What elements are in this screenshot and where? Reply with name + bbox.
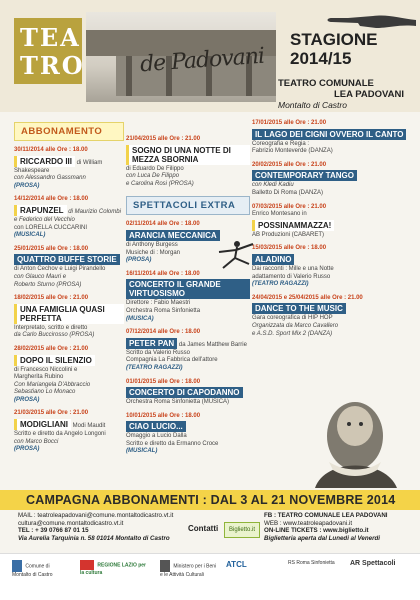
column-abbonamento: [14, 114, 124, 460]
event-title: QUATTRO BUFFE STORIE: [14, 254, 120, 265]
event-line: Interpretato, scritto e diretto: [14, 324, 88, 331]
event-title: PETER PAN: [126, 338, 177, 349]
sponsor-name: REGIONE LAZIO per la cultura: [80, 562, 147, 576]
event-line: e Federico del Vecchio: [14, 216, 75, 223]
event-line: Fabrizio Monteverde (DANZA): [252, 148, 333, 155]
event-title: ARANCIA MECCANICA: [126, 230, 220, 241]
section-extra: SPETTACOLI EXTRA: [126, 196, 250, 215]
event-title: IL LAGO DEI CIGNI OVVERO IL CANTO: [252, 129, 406, 140]
shakespeare-portrait: [285, 396, 411, 488]
event-line: con Glauco Mauri e: [14, 273, 67, 280]
event-title: UNA FAMIGLIA QUASI PERFETTA: [14, 304, 124, 324]
logo-line1: TEA: [20, 23, 81, 52]
event-date: 02/11/2014 alle Ore : 18.00: [126, 221, 200, 228]
event-title: RAPUNZEL: [14, 205, 67, 216]
season-title: [290, 30, 410, 68]
event-line: Gara coreografica di HIP HOP: [252, 315, 333, 322]
event-date: 10/01/2015 alle Ore : 18.00: [126, 412, 201, 419]
event-line: Balletto Di Roma (DANZA): [252, 189, 324, 196]
mail-text-2: cultura@comune.montaltodicastro.vt.it: [18, 519, 124, 527]
event-subtitle: Modi Maudit: [72, 423, 106, 430]
event-date: 16/11/2014 alle Ore : 18.00: [126, 270, 200, 277]
event-card: [126, 413, 250, 456]
event-line: Direttore : Fabio Maestri: [126, 300, 191, 307]
event-line: Organizzata da Marco Cavallero: [252, 322, 339, 329]
event-date: 07/12/2014 alle Ore : 18.00: [126, 329, 201, 336]
online-tickets-text: ON-LINE TICKETS : www.biglietto.it: [264, 527, 369, 534]
event-title: CIAO LUCIO...: [126, 421, 186, 432]
sponsors-bar: [0, 553, 420, 600]
event-genre: (MUSICAL): [126, 448, 158, 455]
event-card: [252, 204, 410, 240]
event-card: [252, 245, 410, 288]
facebook-text: FB : TEATRO COMUNALE LEA PADOVANI: [264, 512, 388, 519]
sponsor-roma-sinfonietta: [288, 560, 338, 566]
regione-lazio-icon: [80, 560, 94, 570]
event-card: [126, 329, 250, 372]
season-label: STAGIONE: [290, 30, 378, 49]
sponsor-atcl: [226, 560, 276, 569]
sponsor-name: Ministero per i Beni e le Attività Culturali: [160, 563, 217, 578]
event-line: di Francesco Niccolini e: [14, 366, 78, 373]
event-date: 21/04/2015 alle Ore : 21.00: [126, 136, 201, 142]
event-line: AB Produzioni (CABARET): [252, 231, 325, 238]
event-line: con LORELLA CUCCARINI: [14, 224, 88, 231]
contacts-right: [264, 512, 416, 542]
event-card: [252, 295, 410, 338]
event-title: DOPO IL SILENZIO: [14, 355, 95, 366]
event-line: Orchestra Roma Sinfonietta: [126, 307, 201, 314]
theatre-info: [278, 78, 414, 111]
event-line: e A.S.D. Sport Mix 2 (DANZA): [252, 330, 333, 337]
event-line: Scritto e diretto da Angelo Longoni: [14, 431, 106, 438]
contatti-label: Contatti: [188, 524, 219, 533]
web-text: WEB : www.teatroleapadovani.it: [264, 519, 353, 527]
event-date: 21/03/2015 alle Ore : 21.00: [14, 410, 89, 417]
sponsor-regione: [80, 560, 150, 576]
event-title: DANCE TO THE MUSIC: [252, 303, 346, 314]
event-line: con Marco Bocci: [14, 438, 59, 445]
teatro-logo: [14, 18, 85, 84]
event-author: di Maurizio Colombi: [68, 208, 121, 215]
event-genre: (MUSICAL): [14, 232, 46, 239]
phone-text: TEL : + 39 0766 87 01 15: [18, 527, 89, 534]
event-line: Musiche di : Morgan: [126, 249, 181, 256]
event-line: Coreografia e Regia :: [252, 140, 310, 147]
event-line: di Eduardo De Filippo: [126, 165, 184, 172]
biglietto-logo: Biglietto.it: [224, 522, 260, 538]
sponsor-name: Comune di Montalto di Castro: [12, 563, 53, 578]
event-line: di Anton Cechov e Luigi Pirandello: [14, 266, 106, 273]
event-date: 15/03/2015 alle Ore : 18.00: [252, 245, 327, 252]
event-date: 24/04/2015 e 25/04/2015 alle Ore : 21.00: [252, 294, 363, 301]
event-line: Compagnia La Fabbrica dell'attore: [126, 357, 218, 364]
event-line: da Carlo Buccirosso (PROSA): [14, 332, 95, 339]
event-line: adattamento di Valerio Russo: [252, 273, 331, 280]
event-line: e Carolina Rosi (PROSA): [126, 180, 194, 187]
event-title: CONCERTO IL GRANDE VIRTUOSISMO: [126, 279, 250, 299]
section-abbonamento: ABBONAMENTO: [14, 122, 124, 141]
event-title: POSSINAMMAZZA!: [252, 220, 334, 231]
mail-text: MAIL : teatroleapadovani@comune.montaltodicastro.vt.it: [18, 512, 174, 519]
campaign-banner: [0, 490, 420, 510]
dancer-icon: [215, 238, 255, 272]
event-date: 25/01/2015 alle Ore : 18.00: [14, 245, 89, 252]
sponsor-name: RS Roma Sinfonietta: [288, 560, 335, 566]
event-line: Sebastiano Lo Monaco: [14, 389, 76, 396]
ministero-icon: [160, 560, 170, 572]
event-title: CONTEMPORARY TANGO: [252, 170, 357, 181]
signature-logo: de Padovani: [139, 43, 265, 78]
event-author: di William Shakespeare: [14, 159, 103, 174]
event-card: [126, 379, 250, 407]
event-date: 01/01/2015 alle Ore : 18.00: [126, 378, 201, 385]
event-card: [14, 196, 124, 239]
event-title: SOGNO DI UNA NOTTE DI MEZZA SBORNIA: [126, 145, 250, 165]
event-genre: (TEATRO RAGAZZI): [252, 281, 309, 288]
event-genre: (TEATRO RAGAZZI): [126, 364, 183, 371]
event-card: [252, 162, 410, 198]
season-years: 2014/15: [290, 49, 352, 68]
theatre-name-2: LEA PADOVANI: [333, 89, 404, 100]
event-line: con Kledi Kadiu: [252, 182, 294, 189]
campaign-text: CAMPAGNA ABBONAMENTI : DAL 3 AL 21 NOVEMBRE 2014: [26, 493, 396, 507]
event-title: CONCERTO DI CAPODANNO: [126, 387, 243, 398]
event-line: Dai racconti : Mille e una Notte: [252, 265, 334, 272]
event-card: [14, 246, 124, 289]
event-line: Scritto da Valerio Russo: [126, 349, 190, 356]
event-line: di Anthony Burgess: [126, 241, 178, 248]
event-line: Omaggio a Lucio Dalla: [126, 433, 187, 440]
event-line: con Alessandro Gassmann: [14, 175, 86, 182]
event-date: 18/02/2015 alle Ore : 21.00: [14, 295, 89, 302]
event-card: [126, 136, 250, 188]
event-title: RICCARDO III: [14, 156, 75, 167]
theatre-name: TEATRO COMUNALE: [278, 78, 374, 89]
event-date: 17/01/2015 alle Ore : 21.00: [252, 120, 327, 126]
event-card: [14, 147, 124, 190]
sponsor-name: ATCL: [226, 560, 247, 569]
column-right: [252, 114, 410, 344]
event-genre: (PROSA): [126, 257, 152, 264]
event-date: 07/03/2015 alle Ore : 21.00: [252, 203, 327, 210]
event-date: 14/12/2014 alle Ore : 18.00: [14, 196, 89, 203]
event-line: con Luca De Filippo: [126, 173, 180, 180]
event-card: [14, 295, 124, 340]
box-office-hours: Biglietteria aperta dal Lunedi al Venerdi: [264, 534, 380, 542]
event-card: [126, 271, 250, 323]
address-text: Via Aurelia Tarquinia n. 58 01014 Montalto di Castro: [18, 534, 170, 542]
event-line: Margherita Rubino: [14, 374, 64, 381]
event-genre: (PROSA): [14, 182, 40, 189]
event-line: Scritto e diretto da Ermanno Croce: [126, 440, 219, 447]
event-line: Enrico Montesano in: [252, 211, 307, 218]
sponsor-ar-spettacoli: [350, 560, 410, 568]
sponsor-comune: [12, 560, 68, 578]
pointing-hand-icon: [318, 6, 416, 30]
event-title: ALADINO: [252, 254, 294, 265]
event-card: [14, 410, 124, 453]
pillar: [126, 56, 132, 96]
event-line: Orchestra Roma Sinfonietta (MUSICA): [126, 399, 230, 406]
sponsor-ministero: [160, 560, 220, 578]
event-date: 30/11/2014 alle Ore : 18.00: [14, 147, 88, 153]
event-title: MODIGLIANI: [14, 419, 71, 430]
column-extra: [126, 114, 250, 462]
event-date: 20/02/2015 alle Ore : 21.00: [252, 161, 327, 168]
event-card: [14, 346, 124, 405]
logo-line2: TRO: [20, 51, 85, 80]
coat-of-arms-icon: [12, 560, 22, 572]
event-date: 28/02/2015 alle Ore : 21.00: [14, 345, 89, 352]
event-line: Roberto Sturno (PROSA): [14, 281, 82, 288]
event-line: Con Mariangela D'Abbraccio: [14, 381, 91, 388]
theatre-city: Montalto di Castro: [278, 100, 347, 110]
event-genre: (PROSA): [14, 396, 40, 403]
event-author: da James Matthew Barrie: [178, 341, 247, 348]
event-genre: (MUSICA): [126, 315, 154, 322]
header: [0, 0, 420, 112]
event-genre: (PROSA): [14, 446, 40, 453]
event-card: [252, 120, 410, 156]
sponsor-name: AR Spettacoli: [350, 560, 396, 567]
